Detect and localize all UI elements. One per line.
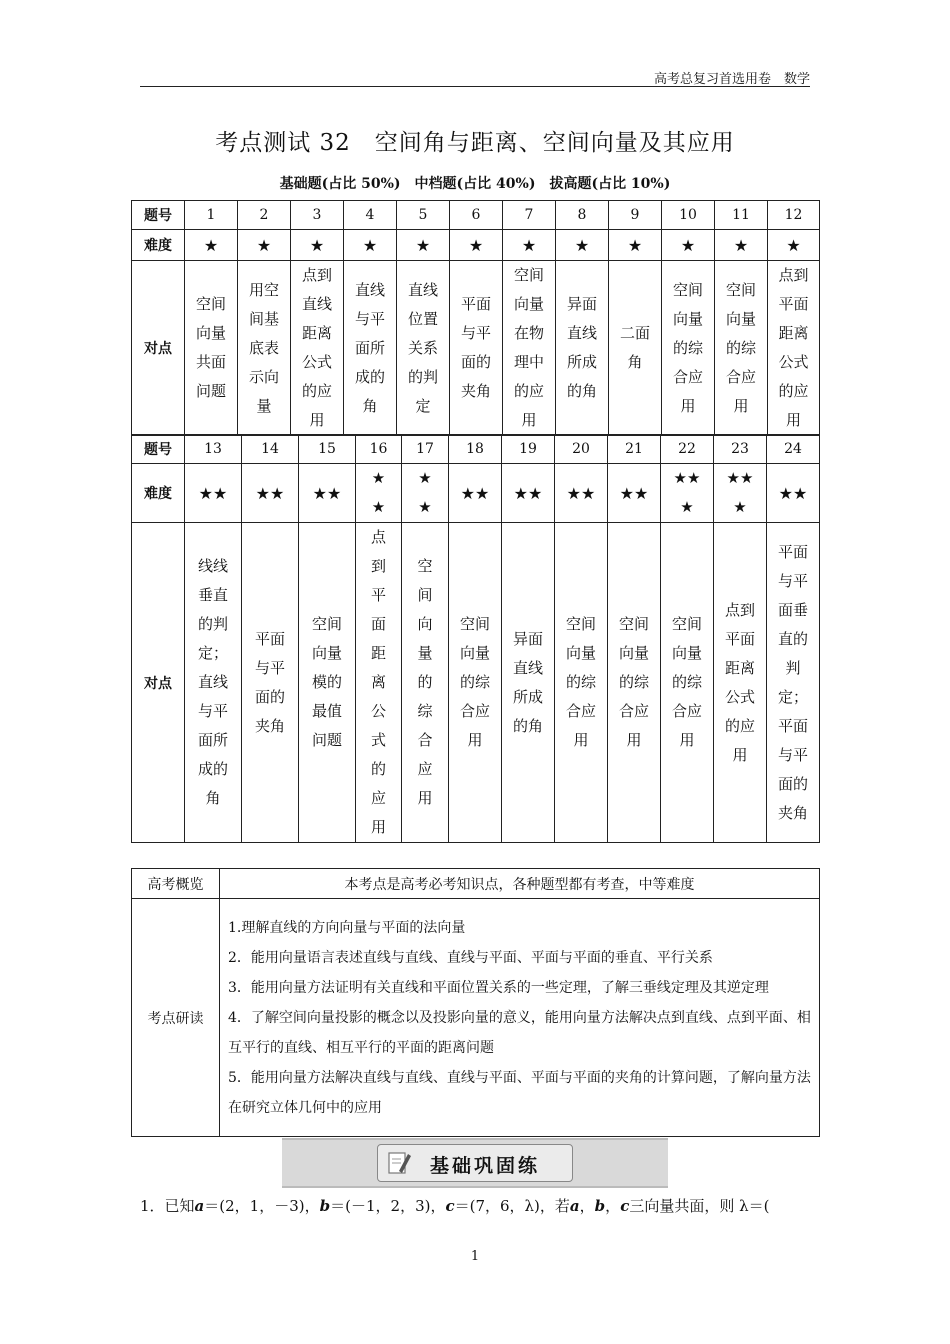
question-text: 1．已知 [140, 1197, 195, 1215]
question-number: 17 [402, 435, 449, 464]
question-number: 18 [449, 435, 502, 464]
page-title: 考点测试 32 空间角与距离、空间向量及其应用 [215, 130, 735, 156]
difficulty-stars: ★ [609, 230, 662, 261]
vector-b: b [594, 1197, 606, 1215]
row-label: 题号 [132, 201, 185, 230]
vector-a: a [569, 1197, 580, 1215]
vector-c: c [445, 1197, 455, 1215]
question-number: 21 [608, 435, 661, 464]
topic-table-1 [131, 200, 820, 436]
question-number: 14 [242, 435, 299, 464]
question-number: 7 [503, 201, 556, 230]
question-number: 22 [661, 435, 714, 464]
question-text: ＝(－1，2，3)， [330, 1197, 446, 1215]
difficulty-stars: ★ [768, 230, 820, 261]
topic-text: 空间向量的综合应用 [672, 280, 703, 415]
number-row [132, 201, 820, 230]
topic-text: 点到直线距离公式的应用 [301, 266, 332, 429]
difficulty-stars: ★ [397, 230, 450, 261]
topic-text: 空间向量的综合应用 [565, 615, 596, 749]
overview-text: 本考点是高考必考知识点，各种题型都有考查，中等难度 [220, 869, 820, 899]
difficulty-stars: ★★ [371, 469, 386, 516]
section-title: 基础巩固练 [430, 1155, 541, 1177]
difficulty-row [132, 464, 820, 523]
question-number: 5 [397, 201, 450, 230]
topic-text: 点到平面距离公式的应用 [724, 600, 755, 764]
topic-text: 空间向量的综合应用 [417, 557, 433, 807]
difficulty-stars: ★★ [555, 464, 608, 523]
topic-text: 用空间基底表示向量 [248, 280, 279, 415]
question-number: 10 [662, 201, 715, 230]
topic-text: 二面角 [619, 324, 650, 371]
difficulty-stars: ★★ [767, 464, 820, 523]
difficulty-stars: ★ [238, 230, 291, 261]
question-text: ＝(7，6，λ)，若 [454, 1197, 570, 1215]
difficulty-stars: ★★ [418, 469, 432, 516]
question-text: 三向量共面，则 λ＝( [629, 1197, 770, 1215]
difficulty-stars: ★★★ [673, 469, 701, 516]
topic-row [132, 261, 820, 436]
topic-text: 点到平面距离公式的应用 [370, 528, 386, 836]
question-number: 13 [185, 435, 242, 464]
topic-text: 直线位置关系的判定 [407, 280, 438, 415]
difficulty-ratio: 基础题(占比 50%) 中档题(占比 40%) 拔高题(占比 10%) [279, 176, 671, 192]
question-1: 1．已知a＝(2，1，－3)，b＝(－1，2，3)，c＝(7，6，λ)，若a，b，c三向量共面，则 λ＝( [140, 1197, 770, 1215]
topic-text: 空间向量共面问题 [195, 295, 226, 400]
study-point: 1.理解直线的方向向量与平面的法向量 [228, 919, 466, 936]
topic-text: 异面直线所成的角 [512, 629, 543, 735]
question-number: 11 [715, 201, 768, 230]
difficulty-stars: ★ [344, 230, 397, 261]
difficulty-stars: ★ [662, 230, 715, 261]
exam-overview-table [131, 868, 820, 1137]
number-row [132, 435, 820, 464]
topic-table-2 [131, 434, 820, 843]
vector-b: b [319, 1197, 331, 1215]
difficulty-stars: ★ [503, 230, 556, 261]
question-number: 2 [238, 201, 291, 230]
running-header: 高考总复习首选用卷 数学 [653, 72, 810, 87]
topic-text: 点到平面距离公式的应用 [778, 266, 809, 429]
question-number: 4 [344, 201, 397, 230]
row-label: 对点 [132, 261, 185, 436]
question-number: 12 [768, 201, 820, 230]
question-number: 15 [299, 435, 356, 464]
question-number: 23 [714, 435, 767, 464]
study-points-label: 考点研读 [132, 899, 220, 1137]
question-number: 19 [502, 435, 555, 464]
vector-c: c [620, 1197, 630, 1215]
overview-label: 高考概览 [132, 869, 220, 899]
topic-text: 线线垂直的判定；直线与平面所成的角 [197, 557, 228, 807]
difficulty-stars: ★★ [185, 464, 242, 523]
topic-text: 异面直线所成的角 [566, 295, 597, 400]
study-point: 3．能用向量方法证明有关直线和平面位置关系的一些定理，了解三垂线定理及其逆定理 [228, 979, 769, 996]
study-point: 5．能用向量方法解决直线与直线、直线与平面、平面与平面的夹角的计算问题，了解向量方法在研究立体几何中的应用 [228, 1069, 811, 1116]
question-number: 3 [291, 201, 344, 230]
topic-text: 平面与平面的夹角 [254, 629, 285, 735]
study-point: 2．能用向量语言表述直线与直线、直线与平面、平面与平面的垂直、平行关系 [228, 949, 713, 966]
row-label: 难度 [132, 464, 185, 523]
row-label: 题号 [132, 435, 185, 464]
topic-text: 空间向量的综合应用 [725, 280, 756, 415]
question-text: ＝(2，1，－3)， [204, 1197, 320, 1215]
header-rule [140, 86, 810, 87]
difficulty-stars: ★ [715, 230, 768, 261]
topic-text: 空间向量的综合应用 [671, 615, 702, 749]
section-banner-box [377, 1144, 573, 1182]
question-number: 9 [609, 201, 662, 230]
difficulty-stars: ★★★ [726, 469, 754, 516]
page-number: 1 [470, 1249, 480, 1264]
question-number: 16 [356, 435, 402, 464]
vector-a: a [194, 1197, 205, 1215]
difficulty-stars: ★ [556, 230, 609, 261]
study-point: 4．了解空间向量投影的概念以及投影向量的意义，能用向量方法解决点到直线、点到平面、相互平行的直线、相互平行的平面的距离问题 [228, 1009, 811, 1056]
difficulty-stars: ★ [291, 230, 344, 261]
difficulty-stars: ★ [450, 230, 503, 261]
topic-text: 空间向量的综合应用 [459, 615, 490, 749]
study-points [220, 899, 820, 1137]
topic-text: 空间向量在物理中的应用 [513, 266, 544, 429]
difficulty-stars: ★★ [242, 464, 299, 523]
question-number: 8 [556, 201, 609, 230]
difficulty-stars: ★★ [449, 464, 502, 523]
topic-text: 平面与平面垂直的判定；平面与平面的夹角 [777, 542, 808, 822]
section-banner [282, 1138, 668, 1188]
difficulty-stars: ★ [185, 230, 238, 261]
topic-text: 直线与平面所成的角 [354, 280, 385, 415]
difficulty-stars: ★★ [608, 464, 661, 523]
difficulty-row [132, 230, 820, 261]
topic-text: 平面与平面的夹角 [460, 295, 491, 400]
pencil-note-icon [386, 1150, 412, 1176]
topic-row [132, 523, 820, 843]
question-number: 1 [185, 201, 238, 230]
row-label: 对点 [132, 523, 185, 843]
question-number: 6 [450, 201, 503, 230]
question-number: 20 [555, 435, 608, 464]
question-number: 24 [767, 435, 820, 464]
topic-text: 空间向量的综合应用 [618, 615, 649, 749]
topic-text: 空间向量模的最值问题 [311, 615, 342, 749]
row-label: 难度 [132, 230, 185, 261]
difficulty-stars: ★★ [299, 464, 356, 523]
difficulty-stars: ★★ [502, 464, 555, 523]
